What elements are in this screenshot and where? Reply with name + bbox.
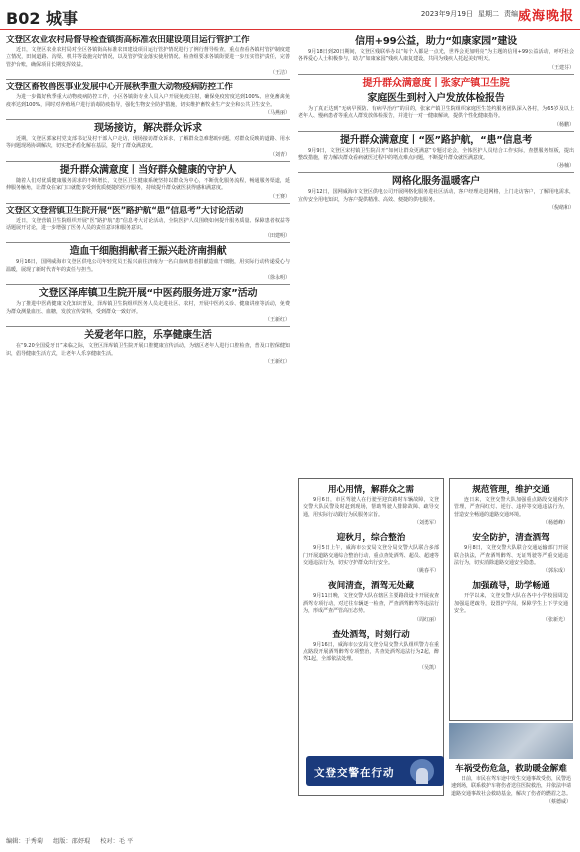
divider bbox=[6, 119, 290, 120]
article-body: 9月5日上午，威海市公安局文登分局交警大队联合多部门开展道路交通综合整治行动，重点查处酒驾、超员、超速等交通违法行为，切实守护群众出行安全。 bbox=[303, 545, 439, 567]
article-author: （杨德峰） bbox=[542, 520, 568, 527]
divider bbox=[6, 161, 290, 162]
article-body: 9月12日，国网威海市文登区供电公司开展网格化服务进社区活动，客户经理走进网格，上门走访客户，了解用电需求，宣传安全用电知识，为客户提供精准、高效、便捷的供电服务。 bbox=[298, 189, 574, 203]
article-title: 文登区畜牧兽医事业发展中心开展秋季重大动物疫病防控工作 bbox=[6, 82, 233, 93]
divider bbox=[6, 242, 290, 243]
article-body: 9月11日晚，文登交警大队在辖区主要路段设卡开展夜查酒驾专项行动，对过往车辆逐一检查，严查酒驾醉驾等违法行为，形成严查严管高压态势。 bbox=[303, 593, 439, 615]
divider bbox=[6, 326, 290, 327]
divider bbox=[6, 203, 290, 204]
article-body: 9月9日，文登区宋村镇卫生院召开“如何让群众更满意”专题讨论会，全体医护人员结合工作实际，查摆服务短板，提出整改措施，着力解决群众看病就医过程中的堵点难点问题，不断提升群众就医满意度。 bbox=[298, 147, 574, 162]
article-body: 连日来，文登交警大队加强重点路段交通秩序管理，严查闯红灯、逆行、违停等交通违法行为，营造安全畅通的道路交通环境。 bbox=[454, 497, 568, 518]
news-photo bbox=[449, 723, 573, 759]
footer-editor: 编辑：于秀菊 bbox=[6, 838, 44, 845]
article-title: 文登区泽库镇卫生院开展“中医药服务进万家”活动 bbox=[38, 288, 258, 300]
article-title: 提升群众满意度丨张家产镇卫生院 bbox=[362, 77, 510, 89]
article-body: 在“9.20全国爱牙日”来临之际，文登区泽库镇卫生院开展口腔健康宣传活动，为辖区老年人进行口腔检查，普及口腔保健知识，倡导健康生活方式，让老年人乐享健康生活。 bbox=[6, 343, 290, 357]
article-title: 夜间清查，酒驾无处藏 bbox=[328, 581, 414, 592]
article-title: 安全防护，清查酒驾 bbox=[472, 533, 550, 544]
header-meta bbox=[421, 9, 518, 19]
article-author: （王新红） bbox=[264, 358, 290, 365]
traffic-police-banner bbox=[306, 756, 444, 786]
police-news-box bbox=[298, 478, 444, 796]
divider bbox=[298, 172, 574, 173]
divider bbox=[298, 131, 574, 132]
footer-layout: 组版：邵妤琨 bbox=[53, 838, 91, 845]
article-author: （刘青） bbox=[269, 151, 290, 158]
article-author: （吴凯） bbox=[418, 664, 439, 671]
article-body: 近日，文登区农业农村局对全区各镇街高标准农田建设项目运行管护情况进行了例行督导检查，重点查看各镇村管护制度建立情况，田间道路、沟渠、机井等设施完好情况，以及管护资金落实使用情况。检查组要求各镇街要进一步压实管护责任，完善管护台账，确保项目长期发挥效益。 bbox=[6, 47, 290, 68]
article-title: 关爱老年口腔，乐享健康生活 bbox=[84, 330, 212, 342]
article-author: （姚春平） bbox=[413, 568, 439, 575]
article-body: 为了推进中医药健康文化知识普及，泽库镇卫生院组织医务人员走进社区、农村，开展中医药义诊、健康讲座等活动，免费为群众测量血压、血糖，发放宣传资料，受到群众一致好评。 bbox=[6, 301, 290, 315]
article-author: （郭东成） bbox=[542, 568, 568, 575]
article-title: 用心用情，解群众之需 bbox=[328, 485, 414, 495]
article-author: （王新红） bbox=[264, 317, 290, 324]
article-title: 车祸受伤危急，救助暖金解难 bbox=[455, 764, 567, 774]
page-footer bbox=[6, 836, 133, 845]
article-body: 9月16日，威海市公安局文登分局交警大队组织警力在重点路段开展酒驾醉驾专项整治，共查处酒驾违法行为2起，醉驾1起，全部依法处理。 bbox=[303, 641, 439, 663]
article-title: 现场接访，解决群众诉求 bbox=[94, 123, 202, 135]
issue-date: 2023年9月19日 bbox=[420, 10, 473, 18]
article-title: 文登区文登营镇卫生院开展“医”路护航“患”信息考”大讨论活动 bbox=[6, 205, 244, 216]
article-body: 近日，文登营镇卫生院组织开展“医”路护航“患”信息考大讨论活动，全院医护人员围绕如何提升服务质量、保障患者权益等话题展开讨论，进一步增强了医务人员的责任意识和服务意识。 bbox=[6, 217, 290, 232]
article-title: 提升群众满意度丨“医”路护航，“患”信息考 bbox=[339, 134, 533, 146]
article-body: 9月6日，市区驾驶人在行驶至迎宾路时车辆故障，文登交警大队民警及时赶到现场，帮助驾驶人排除故障、疏导交通，用实际行动践行为民服务宗旨。 bbox=[303, 497, 439, 518]
article-body: 为了真正达到“无病早预防、有病早治疗”的目的，张家产镇卫生院组织家庭医生签约服务团队深入各村，为65岁及以上老年人、慢病患者等重点人群发放体检报告，并进行一对一健康解读，提供个性化健康指导。 bbox=[298, 105, 574, 120]
editor-label: 责编 bbox=[504, 10, 518, 18]
article-author: （王赛） bbox=[269, 193, 290, 200]
divider bbox=[6, 79, 290, 80]
article-body: 随着人们对优质健康服务需求的不断增长，文登区卫生健康系统坚持以群众为中心，不断优化服务流程，畅通服务渠道，延伸服务触角，让群众在家门口就能享受到优质便捷的医疗服务，持续提升群众就医获得感和满意度。 bbox=[6, 177, 290, 192]
article-title: 提升群众满意度丨当好群众健康的守护人 bbox=[59, 164, 237, 176]
article-title: 查处酒驾，时刻行动 bbox=[332, 629, 410, 640]
divider bbox=[6, 284, 290, 285]
article-body: 开学以来，文登交警大队在各中小学校园周边加强巡逻疏导，设置护学岗，保障学生上下学交通安全。 bbox=[454, 593, 568, 615]
article-title: 迎秋月，综合整治 bbox=[336, 533, 406, 544]
article-author: （周红丽） bbox=[413, 616, 439, 623]
article-title: 网格化服务温暖客户 bbox=[391, 176, 481, 188]
article-author: （田建明） bbox=[264, 233, 290, 240]
article-author: （张新光） bbox=[542, 616, 568, 623]
article-title: 文登区农业农村局督导检查镇街高标准农田建设项目运行管护工作 bbox=[6, 35, 250, 45]
article-title: 规范管理，维护交通 bbox=[472, 485, 550, 495]
article-author: （王洁） bbox=[269, 70, 290, 77]
article-author: （倪绪和） bbox=[548, 205, 574, 212]
article-body: 为进一步做好秋季重大动物疫病防控工作，小区各镇街专业人员入户开展免疫注射，确保免疫密度达到100%、应免畜禽免疫率达到100%，同时对养殖场户进行消毒防疫指导，强化生物安全防护措施，切实维护畜牧业生产安全和公共卫生安全。 bbox=[6, 94, 290, 108]
police-news-box bbox=[449, 478, 573, 721]
page-header bbox=[0, 0, 580, 30]
article-author: （马燕丽） bbox=[264, 110, 290, 117]
weekday: 星期二 bbox=[478, 10, 499, 18]
article-title: 信用+99公益，助力“如康家园”建设 bbox=[355, 36, 517, 47]
newspaper-logo: 威海晚报 bbox=[517, 9, 574, 24]
article-author: （王建芬） bbox=[548, 64, 574, 71]
article-author: （蔡德威） bbox=[545, 799, 571, 806]
article-body: 9月8日，文登交警大队联合交通运输部门开展联合执法，严查酒驾醉驾、无证驾驶等严重交通违法行为，切实消除道路交通安全隐患。 bbox=[454, 545, 568, 567]
section-title: B02 城事 bbox=[6, 9, 79, 28]
article-author: （徐永明） bbox=[264, 275, 290, 282]
article-body: 9月18日到20日期间，文登区残联举办以“每个人都是一点光，世界会更加明亮”为主题的信用+99公益活动，呼吁社会各界爱心人士积极参与，助力“如康家园”残疾人康复建设，共同为残疾人托起美好明天。 bbox=[298, 49, 574, 63]
article-body: 近期，文登区郭家村党支部书记及村干部入户走访，现场接访群众诉求，了解群众急难愁盼问题，对群众反映的道路、用水等问题现场协调解决，切实把矛盾化解在基层，提升了群众满意度。 bbox=[6, 136, 290, 150]
left-column bbox=[6, 33, 290, 833]
right-column bbox=[298, 33, 574, 473]
article-title: 加强疏导，助学畅通 bbox=[472, 581, 550, 592]
article-author: （孙楠） bbox=[553, 163, 574, 170]
article-body: 9月16日，国网威海市文登区供电公司年轻党员王振兴前往济南为一名白血病患者捐献造血干细胞，用实际行动传递爱心与温暖，展现了新时代青年的责任与担当。 bbox=[6, 259, 290, 273]
police-officer-body-icon bbox=[416, 768, 428, 784]
article-body: 日前，市民在驾车途中发生交通事故受伤，民警迅速到场，联系救护车将伤者送往医院救治，并依法申请道路交通事故社会救助基金，解决了伤者的燃眉之急。 bbox=[451, 776, 572, 797]
article-author: （杨鹏） bbox=[553, 121, 574, 128]
banner-text: 文登交警在行动 bbox=[314, 767, 395, 779]
footer-proofreader: 校对：毛 平 bbox=[100, 838, 134, 845]
rescue-article bbox=[449, 762, 573, 834]
article-author: （刘勇军） bbox=[413, 520, 439, 527]
divider bbox=[298, 74, 574, 75]
article-title: 造血干细胞捐献者王振兴赴济南捐献 bbox=[69, 246, 227, 258]
article-subtitle: 家庭医生到村入户发放体检报告 bbox=[367, 92, 505, 104]
